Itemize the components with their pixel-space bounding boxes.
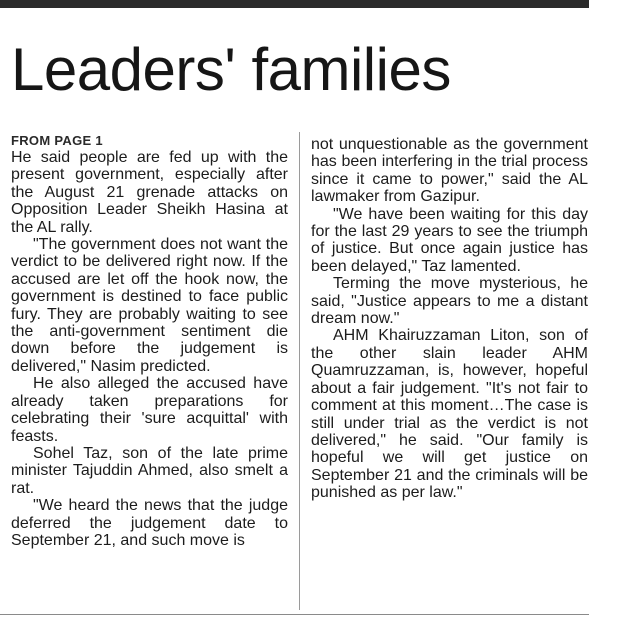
bottom-rule — [0, 614, 589, 615]
right-column — [311, 136, 588, 502]
paragraph: Sohel Taz, son of the late prime minister Tajuddin Ahmed, also smelt a rat. — [11, 444, 288, 497]
paragraph: Terming the move mysterious, he said, "Justice appears to me a distant dream now." — [311, 275, 588, 328]
paragraph: "We heard the news that the judge deferred the judgement date to September 21, and such move is — [11, 497, 288, 549]
paragraph: He also alleged the accused have already taken preparations for celebrating their 'sure acquittal' with feasts. — [11, 375, 288, 445]
top-rule — [0, 0, 589, 8]
column-divider — [299, 132, 300, 610]
paragraph: "The government does not want the verdict to be delivered right now. If the accused are let off the hook now, the government is destined to face public fury. They are probably waiting to see the anti-government sentiment die down before the judgement is delivered," Nasim predicted. — [11, 236, 288, 375]
paragraph: AHM Khairuzzaman Liton, son of the other slain leader AHM Quamruzzaman, is, however, hopeful about a fair judgement. "It's not fair to comment at this moment…The case is still under trial as the verdict is not delivered," he said. "Our family is hopeful we will get justice on September 21 and the criminals will be punished as per law." — [311, 327, 588, 502]
paragraph: He said people are fed up with the present government, especially after the August 21 grenade attacks on Opposition Leader Sheikh Hasina at the AL rally. — [11, 149, 288, 236]
paragraph: "We have been waiting for this day for the last 29 years to see the triumph of justice. But once again justice has been delayed," Taz lamented. — [311, 205, 588, 275]
headline: Leaders' families — [11, 36, 451, 103]
paragraph: not unquestionable as the government has been interfering in the trial process since it came to power," said the AL lawmaker from Gazipur. — [311, 136, 588, 206]
page-margin — [589, 0, 618, 618]
left-column — [11, 133, 288, 549]
jump-label: FROM PAGE 1 — [11, 133, 103, 148]
